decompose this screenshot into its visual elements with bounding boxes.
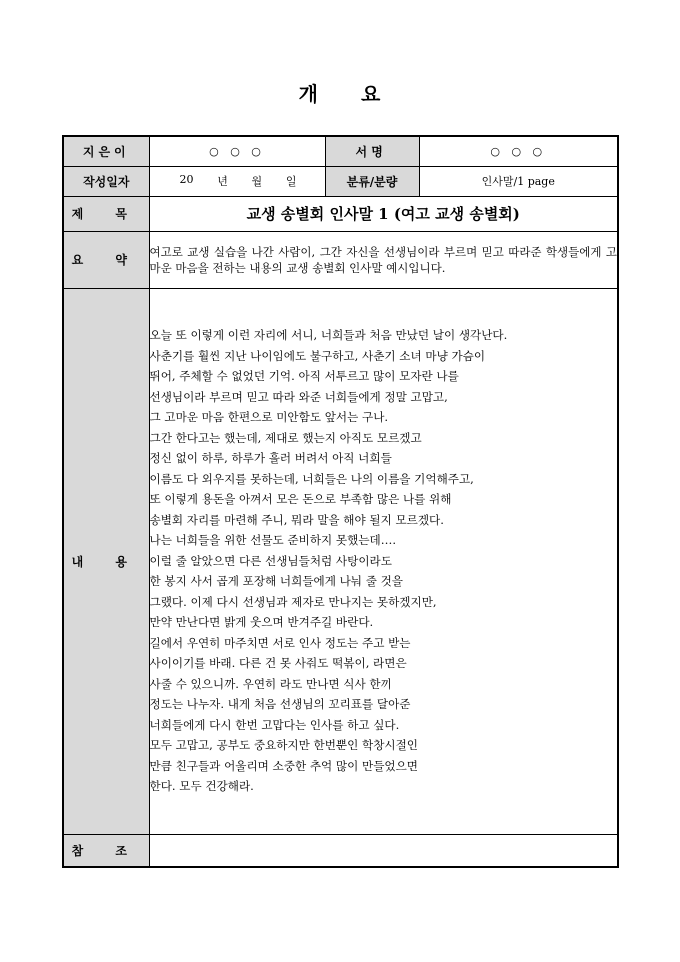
row-reference (63, 834, 618, 867)
content-line: 이름도 다 외우지를 못하는데, 너희들은 나의 이름을 기억해주고, (149, 471, 474, 486)
content-line: 사춘기를 훨씬 지난 나이임에도 불구하고, 사춘기 소녀 마냥 가슴이 (149, 348, 486, 363)
content-line: 한 봉지 사서 곱게 포장해 너희들에게 나눠 줄 것을 (149, 574, 403, 589)
date-year-unit: 년 (217, 175, 228, 188)
content-line: 오늘 또 이렇게 이런 자리에 서니, 너희들과 처음 만났던 날이 생각난다. (149, 328, 508, 343)
value-book-title: ○ ○ ○ (419, 136, 618, 166)
value-written-date (149, 166, 325, 196)
row-summary (63, 231, 618, 288)
document-title (0, 78, 680, 107)
content-body (149, 288, 618, 834)
label-subject: 제 목 (63, 196, 149, 231)
label-written-date: 작성일자 (63, 166, 149, 196)
content-line: 정신 없이 하루, 하루가 흘러 버려서 아직 너희들 (149, 451, 392, 466)
row-date (63, 166, 618, 196)
row-content (63, 288, 618, 834)
date-month-unit: 월 (251, 175, 263, 188)
content-line: 나는 너희들을 위한 선물도 준비하지 못했는데…. (149, 533, 396, 548)
content-line: 뛰어, 주체할 수 없었던 기억. 아직 서투르고 많이 모자란 나를 (149, 369, 459, 384)
content-line: 길에서 우연히 마주치면 서로 인사 정도는 주고 받는 (149, 635, 411, 650)
content-line: 그 고마운 마음 한편으로 미안함도 앞서는 구나. (149, 410, 389, 425)
date-year: 20 (179, 173, 194, 186)
content-line: 사이이기를 바래. 다른 건 못 사줘도 떡볶이, 라면은 (149, 656, 407, 671)
content-line: 사줄 수 있으니까. 우연히 라도 만나면 식사 한끼 (149, 676, 392, 691)
title-char-right: 요 (361, 82, 382, 106)
content-line: 너희들에게 다시 한번 고맙다는 인사를 하고 싶다. (149, 717, 400, 732)
value-reference (149, 834, 618, 867)
content-line: 그간 한다고는 했는데, 제대로 했는지 아직도 모르겠고 (149, 430, 422, 445)
content-line: 만큼 친구들과 어울리며 소중한 추억 많이 만들었으면 (149, 758, 419, 773)
content-line: 만약 만난다면 밝게 웃으며 반겨주길 바란다. (149, 615, 374, 630)
date-day-unit: 일 (285, 175, 297, 188)
content-line: 정도는 나누자. 내게 처음 선생님의 꼬리표를 달아준 (149, 697, 411, 712)
content-line: 이럴 줄 알았으면 다른 선생님들처럼 사탕이라도 (149, 553, 392, 568)
content-line: 또 이렇게 용돈을 아껴서 모은 돈으로 부족함 많은 나를 위해 (149, 492, 452, 507)
label-category: 분류/분량 (325, 166, 419, 196)
content-line: 선생님이라 부르며 믿고 따라 와준 너희들에게 정말 고맙고, (149, 389, 448, 404)
label-book-title-text: 서 명 (355, 144, 383, 159)
content-line: 한다. 모두 건강해라. (149, 779, 254, 794)
label-reference: 참 조 (63, 834, 149, 867)
label-summary: 요 약 (63, 231, 149, 288)
value-category: 인사말/1 page (419, 166, 618, 196)
content-line: 그랬다. 이제 다시 선생님과 제자로 만나지는 못하겠지만, (149, 594, 437, 609)
row-author (63, 136, 618, 166)
content-line: 모두 고맙고, 공부도 중요하지만 한번뿐인 학창시절인 (149, 738, 419, 753)
label-content: 내 용 (63, 288, 149, 834)
row-subject (63, 196, 618, 231)
title-char-left: 개 (298, 82, 319, 106)
value-author: ○ ○ ○ (149, 136, 325, 166)
summary-form-table (62, 135, 619, 868)
value-summary: 여고로 교생 실습을 나간 사람이, 그간 자신을 선생님이라 부르며 믿고 따라준 학생들에게 고마운 마음을 전하는 내용의 교생 송별회 인사말 예시입니다. (149, 231, 618, 288)
value-subject: 교생 송별회 인사말 1 (여고 교생 송별회) (149, 196, 618, 231)
content-line: 송별회 자리를 마련해 주니, 뭐라 말을 해야 될지 모르겠다. (149, 512, 444, 527)
label-author: 지은이 (63, 136, 149, 166)
label-book-title (325, 136, 419, 166)
